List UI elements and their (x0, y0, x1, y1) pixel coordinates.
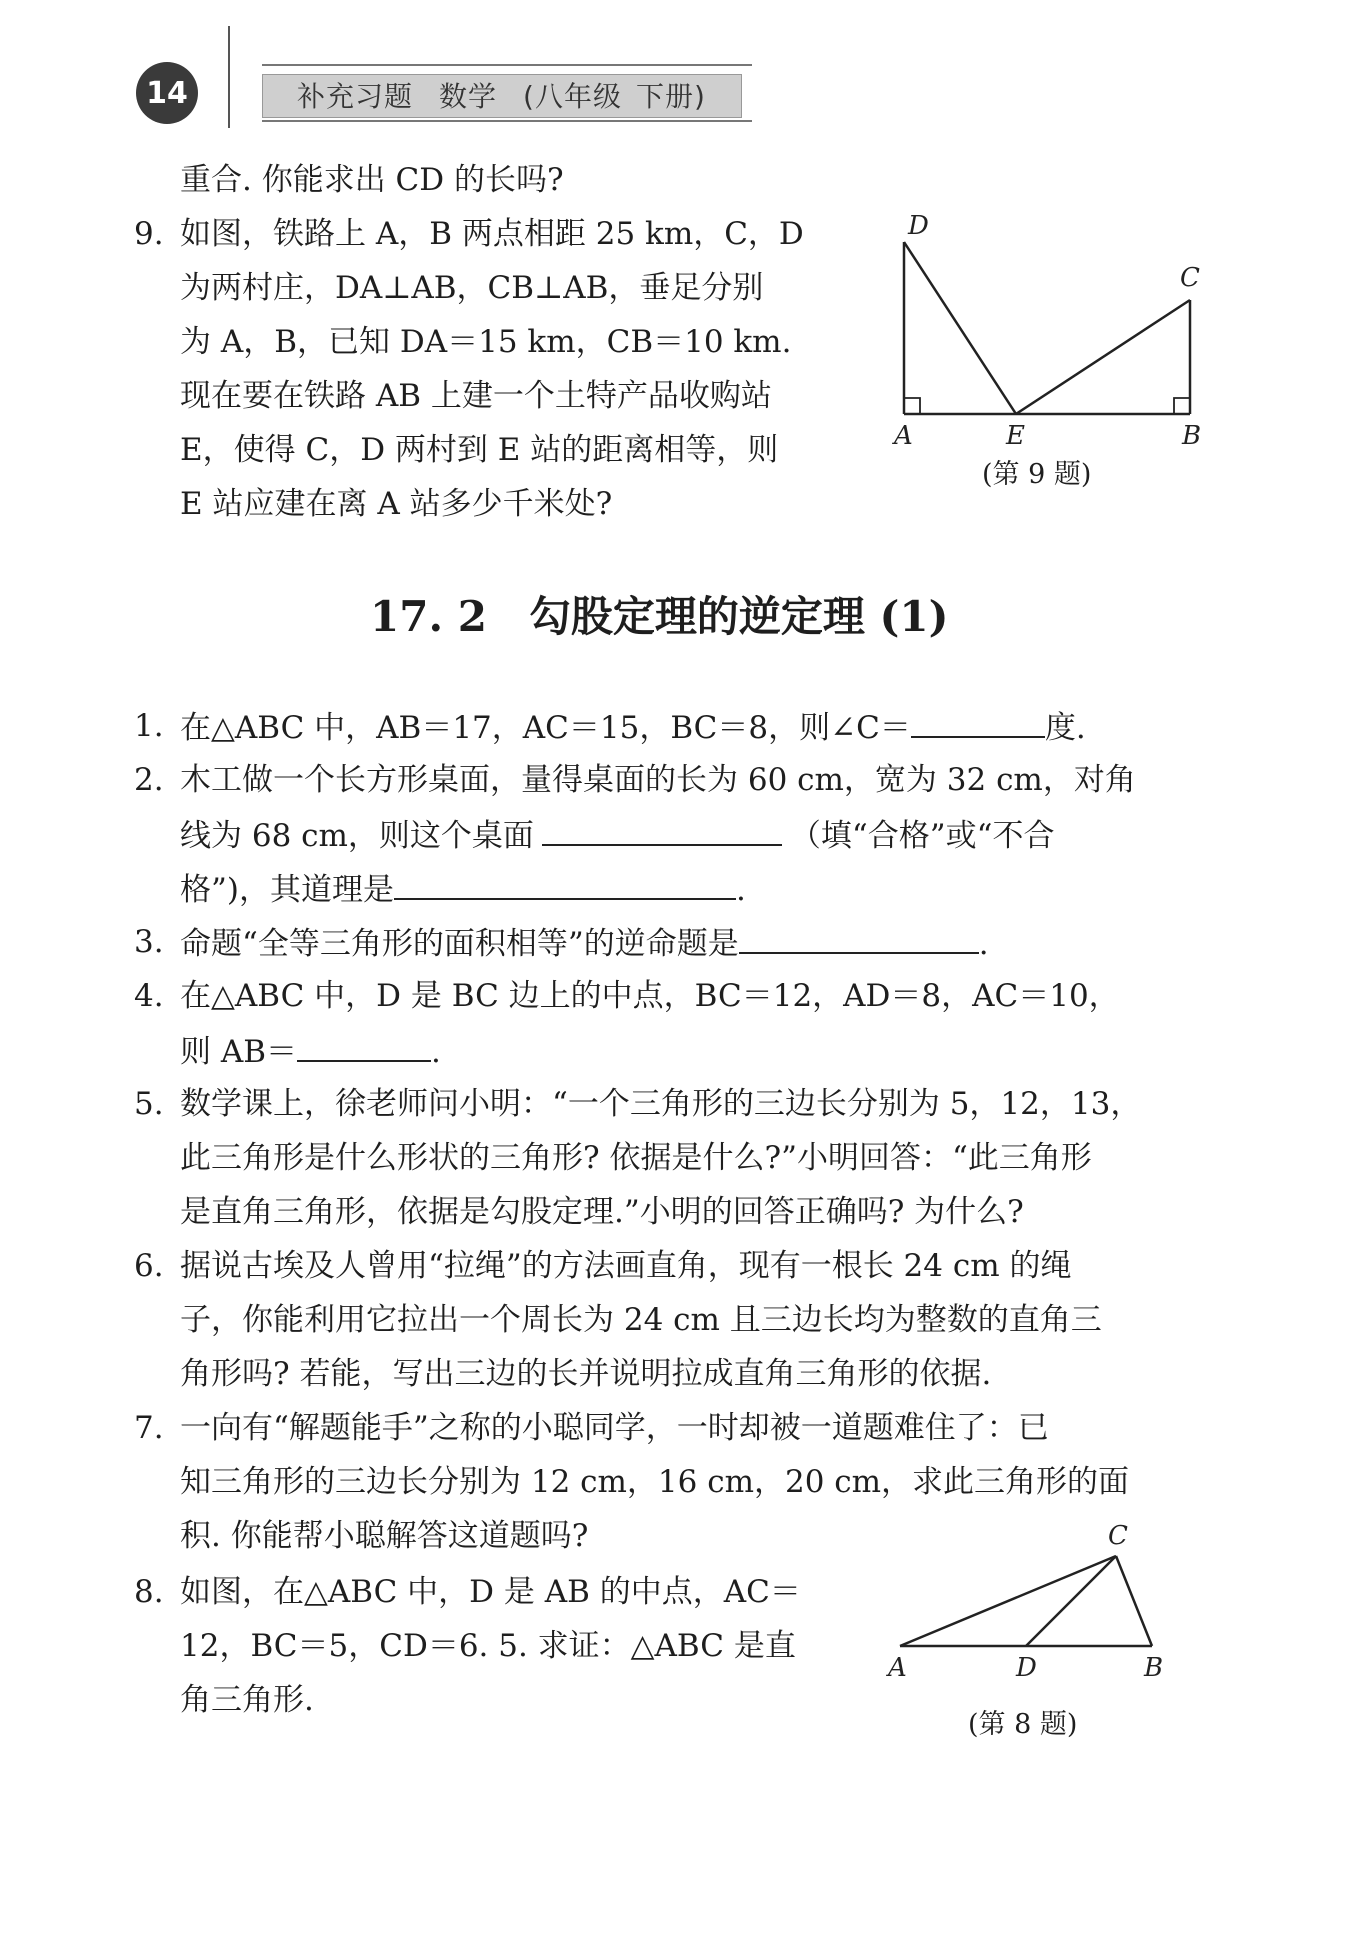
q8-line-3: 角三角形. (180, 1682, 314, 1718)
q4-line-1: 在△ABC 中，D 是 BC 边上的中点，BC＝12，AD＝8，AC＝10， (180, 978, 1120, 1014)
book-subject: 数学 (439, 80, 498, 113)
segment-cd (1026, 1556, 1116, 1646)
previous-question-continuation: 重合. 你能求出 CD 的长吗? (180, 162, 564, 198)
q8-line-2: 12，BC＝5，CD＝6. 5. 求证：△ABC 是直 (180, 1628, 796, 1664)
q7-line-3: 积. 你能帮小聪解答这道题吗? (180, 1518, 589, 1554)
q6-line-3: 角形吗? 若能，写出三边的长并说明拉成直角三角形的依据. (180, 1356, 992, 1392)
q9-line-2: 为两村庄，DA⊥AB，CB⊥AB，垂足分别 (180, 270, 764, 306)
book-title-banner (262, 74, 742, 118)
section-title: 17. 2 勾股定理的逆定理 (1) (370, 592, 949, 641)
label-c: C (1108, 1521, 1128, 1551)
q9-line-6: E 站应建在离 A 站多少千米处? (180, 486, 613, 522)
q6-line-1: 据说古埃及人曾用“拉绳”的方法画直角，现有一根长 24 cm 的绳 (180, 1248, 1072, 1284)
q2-answer-blank-1[interactable] (542, 814, 782, 846)
q7-number: 7. (134, 1410, 164, 1446)
header-vertical-rule (228, 26, 230, 128)
label-d: D (908, 211, 929, 241)
q8-number: 8. (134, 1574, 164, 1610)
q9-line-1: 如图，铁路上 A，B 两点相距 25 km，C，D (180, 216, 804, 252)
segment-cb (1116, 1556, 1152, 1646)
label-a: A (894, 421, 913, 451)
q3-answer-blank[interactable] (739, 922, 979, 954)
q2-number: 2. (134, 762, 164, 798)
q5-number: 5. (134, 1086, 164, 1122)
book-series: 补充习题 (297, 80, 414, 113)
q2-answer-blank-2[interactable] (394, 868, 736, 900)
label-d: D (1016, 1653, 1037, 1680)
q4-answer-blank[interactable] (297, 1030, 431, 1062)
figure-q8-diagram (880, 1520, 1180, 1680)
q4-number: 4. (134, 978, 164, 1014)
q2-line-3: 格”)，其道理是 . (180, 868, 746, 910)
q9-line-5: E，使得 C，D 两村到 E 站的距离相等，则 (180, 432, 779, 468)
q3-number: 3. (134, 924, 164, 960)
right-angle-mark-b (1174, 398, 1190, 414)
q3-text: 命题“全等三角形的面积相等”的逆命题是 . (180, 922, 989, 964)
page-number-badge: 14 (136, 62, 198, 124)
q8-line-1: 如图，在△ABC 中，D 是 AB 的中点，AC＝ (180, 1574, 801, 1610)
q9-line-3: 为 A，B，已知 DA＝15 km，CB＝10 km. (180, 324, 792, 360)
book-volume: 下册) (635, 80, 706, 113)
q4-line-2: 则 AB＝ . (180, 1030, 441, 1072)
figure-q9-diagram (880, 210, 1220, 460)
q5-line-3: 是直角三角形，依据是勾股定理.”小明的回答正确吗? 为什么? (180, 1194, 1024, 1230)
book-grade: (八年级 (523, 80, 622, 113)
label-a: A (888, 1653, 907, 1680)
figure-q8-caption: (第 8 题) (968, 1709, 1078, 1740)
q7-line-2: 知三角形的三边长分别为 12 cm，16 cm，20 cm，求此三角形的面 (180, 1464, 1130, 1500)
q7-line-1: 一向有“解题能手”之称的小聪同学，一时却被一道题难住了：已 (180, 1410, 1049, 1446)
q9-number: 9. (134, 216, 164, 252)
label-c: C (1180, 263, 1200, 293)
header-rule-bottom (262, 120, 752, 122)
segment-ac (900, 1556, 1116, 1646)
label-b: B (1144, 1653, 1164, 1680)
right-angle-mark-a (904, 398, 920, 414)
q1-text: 在△ABC 中，AB＝17，AC＝15，BC＝8，则∠C＝ 度. (180, 706, 1086, 748)
q1-number: 1. (134, 708, 164, 744)
q9-line-4: 现在要在铁路 AB 上建一个土特产品收购站 (180, 378, 772, 414)
label-e: E (1006, 421, 1025, 451)
q5-line-1: 数学课上，徐老师问小明：“一个三角形的三边长分别为 5，12，13， (180, 1086, 1142, 1122)
figure-q9-caption: (第 9 题) (982, 459, 1092, 490)
label-b: B (1182, 421, 1202, 451)
q2-line-2: 线为 68 cm，则这个桌面 （填“合格”或“不合 (180, 814, 1054, 856)
q5-line-2: 此三角形是什么形状的三角形? 依据是什么?”小明回答：“此三角形 (180, 1140, 1092, 1176)
q6-line-2: 子，你能利用它拉出一个周长为 24 cm 且三边长均为整数的直角三 (180, 1302, 1102, 1338)
q6-number: 6. (134, 1248, 164, 1284)
q2-line-1: 木工做一个长方形桌面，量得桌面的长为 60 cm，宽为 32 cm，对角 (180, 762, 1136, 798)
header-rule-top (262, 64, 752, 66)
segment-ec (1016, 300, 1190, 414)
q1-answer-blank[interactable] (911, 706, 1045, 738)
segment-de (904, 242, 1016, 414)
